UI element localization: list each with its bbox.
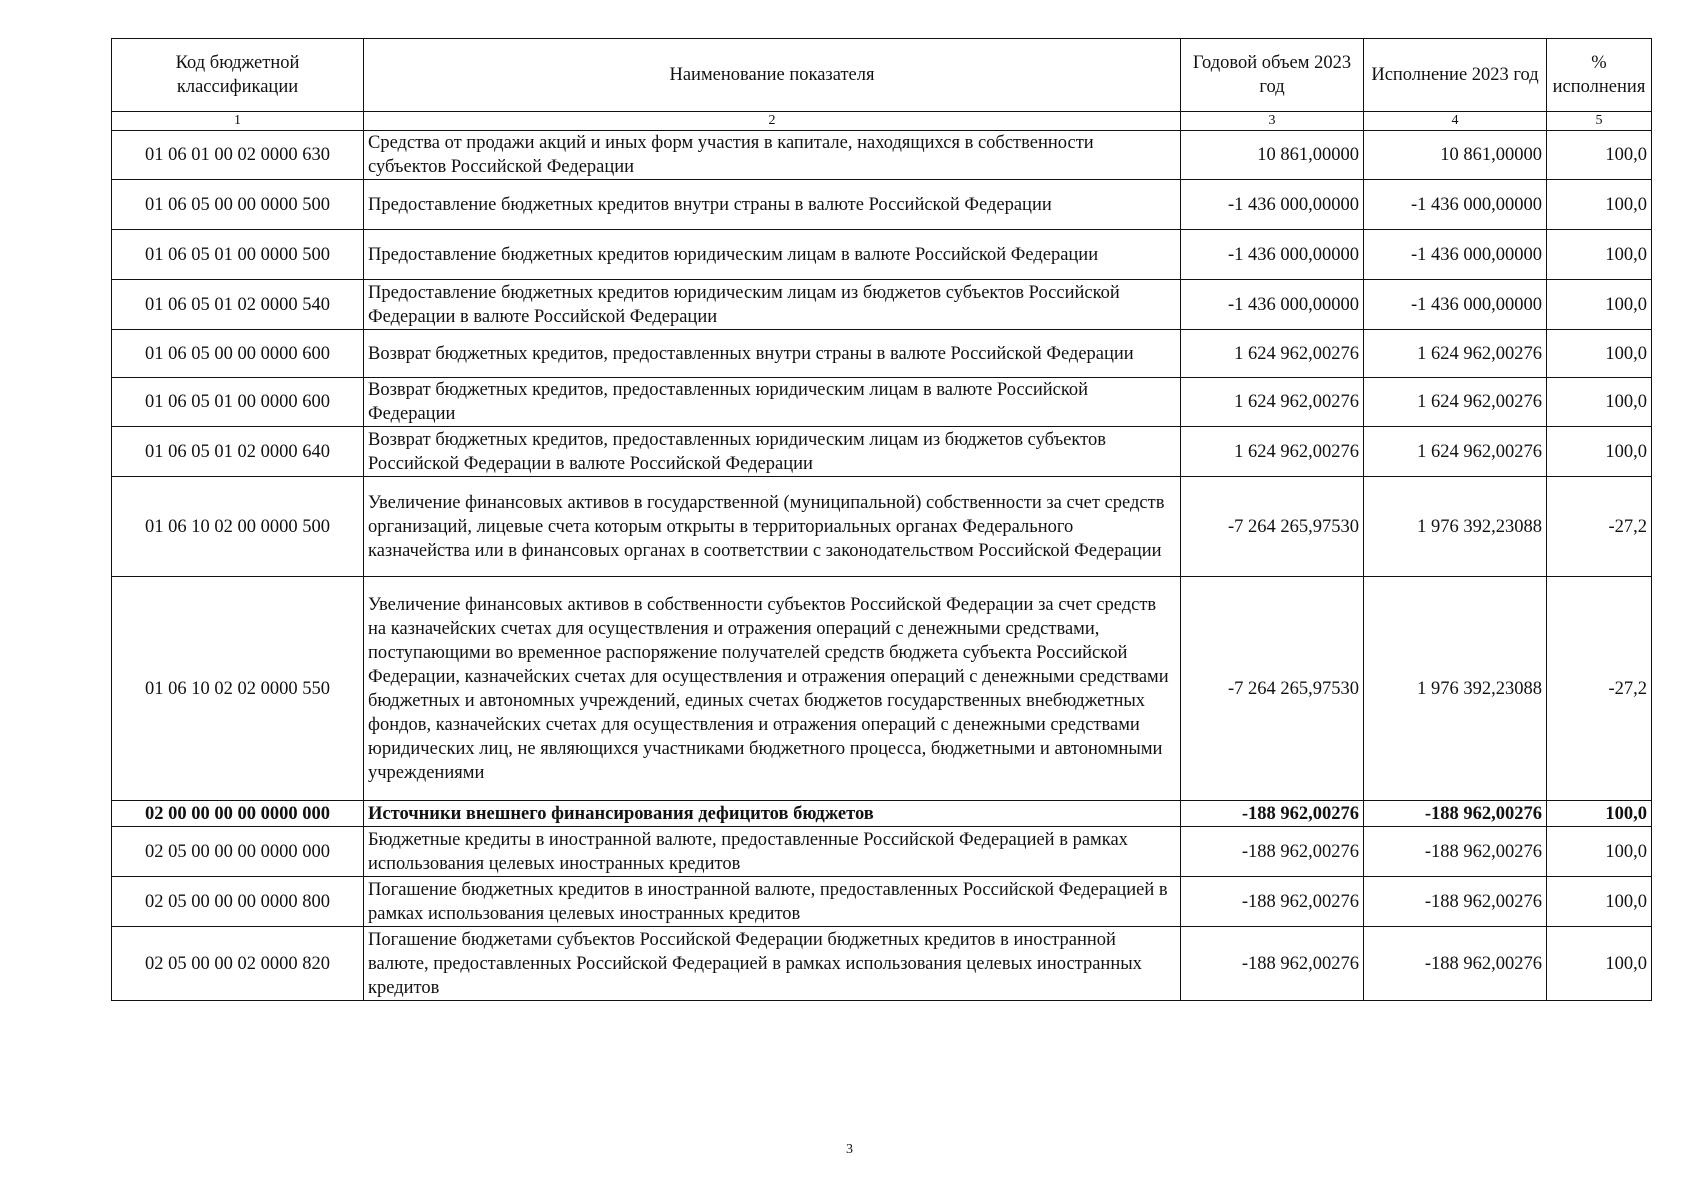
column-number: 2	[364, 112, 1181, 131]
cell-percent: 100,0	[1547, 877, 1652, 927]
table-row	[112, 427, 1652, 477]
cell-planned: 10 861,00000	[1181, 131, 1364, 180]
cell-actual: 1 624 962,00276	[1364, 330, 1547, 378]
cell-name: Погашение бюджетами субъектов Российской Федерации бюджетных кредитов в иностранной валюте, предоставленных Российской Федерацией в рамках использования целевых иностранных кредитов	[364, 927, 1181, 1001]
cell-actual: -1 436 000,00000	[1364, 180, 1547, 230]
cell-name: Бюджетные кредиты в иностранной валюте, предоставленные Российской Федерацией в рамках использования целевых иностранных кредитов	[364, 827, 1181, 877]
cell-name: Предоставление бюджетных кредитов юридическим лицам из бюджетов субъектов Российской Федерации в валюте Российской Федерации	[364, 280, 1181, 330]
cell-percent: 100,0	[1547, 230, 1652, 280]
cell-actual: 10 861,00000	[1364, 131, 1547, 180]
cell-actual: 1 976 392,23088	[1364, 577, 1547, 801]
cell-code: 01 06 05 01 02 0000 640	[112, 427, 364, 477]
cell-actual: -188 962,00276	[1364, 927, 1547, 1001]
cell-actual: -1 436 000,00000	[1364, 230, 1547, 280]
cell-percent: 100,0	[1547, 801, 1652, 827]
cell-name: Возврат бюджетных кредитов, предоставленных юридическим лицам из бюджетов субъектов Российской Федерации в валюте Российской Федерации	[364, 427, 1181, 477]
header-row	[112, 39, 1652, 112]
cell-actual: -188 962,00276	[1364, 877, 1547, 927]
cell-name: Увеличение финансовых активов в собственности субъектов Российской Федерации за счет средств на казначейских счетах для осуществления и отражения операций с денежными средствами, поступающими во временное распоряжение получателей средств бюджета субъекта Российской Федерации, казначейских счетах для осуществления и отражения операций с денежными средствами бюджетных и автономных учреждений, единых счетах бюджетов государственных внебюджетных фондов, казначейских счетах для осуществления и отражения операций с денежными средствами юридических лиц, не являющихся участниками бюджетного процесса, бюджетными и автономными учреждениями	[364, 577, 1181, 801]
header-actual: Исполнение 2023 год	[1364, 39, 1547, 112]
cell-planned: -188 962,00276	[1181, 927, 1364, 1001]
cell-name: Средства от продажи акций и иных форм участия в капитале, находящихся в собственности субъектов Российской Федерации	[364, 131, 1181, 180]
cell-actual: -1 436 000,00000	[1364, 280, 1547, 330]
table-body	[112, 131, 1652, 1001]
table-row	[112, 877, 1652, 927]
column-numbers-row	[112, 112, 1652, 131]
column-number: 4	[1364, 112, 1547, 131]
column-number: 5	[1547, 112, 1652, 131]
cell-code: 02 05 00 00 00 0000 000	[112, 827, 364, 877]
table-row-total	[112, 801, 1652, 827]
table-row	[112, 577, 1652, 801]
cell-planned: -1 436 000,00000	[1181, 180, 1364, 230]
cell-planned: -1 436 000,00000	[1181, 280, 1364, 330]
cell-code: 01 06 10 02 02 0000 550	[112, 577, 364, 801]
cell-percent: -27,2	[1547, 577, 1652, 801]
cell-name: Возврат бюджетных кредитов, предоставленных юридическим лицам в валюте Российской Федерации	[364, 378, 1181, 427]
cell-percent: 100,0	[1547, 280, 1652, 330]
cell-planned: -188 962,00276	[1181, 877, 1364, 927]
cell-code: 02 00 00 00 00 0000 000	[112, 801, 364, 827]
cell-planned: -188 962,00276	[1181, 801, 1364, 827]
cell-code: 01 06 01 00 02 0000 630	[112, 131, 364, 180]
column-number: 1	[112, 112, 364, 131]
cell-planned: -188 962,00276	[1181, 827, 1364, 877]
cell-percent: 100,0	[1547, 330, 1652, 378]
cell-code: 02 05 00 00 02 0000 820	[112, 927, 364, 1001]
cell-percent: 100,0	[1547, 131, 1652, 180]
cell-code: 01 06 05 00 00 0000 600	[112, 330, 364, 378]
cell-code: 01 06 05 00 00 0000 500	[112, 180, 364, 230]
cell-actual: 1 624 962,00276	[1364, 427, 1547, 477]
cell-planned: -7 264 265,97530	[1181, 577, 1364, 801]
cell-name: Погашение бюджетных кредитов в иностранной валюте, предоставленных Российской Федерацией в рамках использования целевых иностранных кредитов	[364, 877, 1181, 927]
cell-planned: 1 624 962,00276	[1181, 330, 1364, 378]
cell-percent: 100,0	[1547, 927, 1652, 1001]
cell-actual: -188 962,00276	[1364, 827, 1547, 877]
cell-code: 01 06 05 01 00 0000 500	[112, 230, 364, 280]
cell-planned: -1 436 000,00000	[1181, 230, 1364, 280]
table-row	[112, 280, 1652, 330]
cell-name: Источники внешнего финансирования дефицитов бюджетов	[364, 801, 1181, 827]
cell-actual: 1 624 962,00276	[1364, 378, 1547, 427]
cell-planned: -7 264 265,97530	[1181, 477, 1364, 577]
header-planned: Годовой объем 2023 год	[1181, 39, 1364, 112]
header-code: Код бюджетной классификации	[112, 39, 364, 112]
cell-percent: -27,2	[1547, 477, 1652, 577]
cell-name: Предоставление бюджетных кредитов юридическим лицам в валюте Российской Федерации	[364, 230, 1181, 280]
table-row	[112, 378, 1652, 427]
table-row	[112, 477, 1652, 577]
cell-code: 01 06 05 01 02 0000 540	[112, 280, 364, 330]
table-row	[112, 180, 1652, 230]
cell-code: 02 05 00 00 00 0000 800	[112, 877, 364, 927]
page-number: 3	[846, 1142, 853, 1157]
cell-percent: 100,0	[1547, 378, 1652, 427]
cell-percent: 100,0	[1547, 427, 1652, 477]
column-number: 3	[1181, 112, 1364, 131]
header-name: Наименование показателя	[364, 39, 1181, 112]
cell-code: 01 06 05 01 00 0000 600	[112, 378, 364, 427]
table-row	[112, 230, 1652, 280]
cell-planned: 1 624 962,00276	[1181, 378, 1364, 427]
budget-sources-table	[111, 38, 1652, 1001]
cell-name: Предоставление бюджетных кредитов внутри страны в валюте Российской Федерации	[364, 180, 1181, 230]
table-row	[112, 131, 1652, 180]
header-percent: % исполнения	[1547, 39, 1652, 112]
cell-name: Возврат бюджетных кредитов, предоставленных внутри страны в валюте Российской Федерации	[364, 330, 1181, 378]
cell-percent: 100,0	[1547, 827, 1652, 877]
cell-actual: 1 976 392,23088	[1364, 477, 1547, 577]
cell-code: 01 06 10 02 00 0000 500	[112, 477, 364, 577]
table-row	[112, 330, 1652, 378]
cell-name: Увеличение финансовых активов в государственной (муниципальной) собственности за счет средств организаций, лицевые счета которым открыты в территориальных органах Федерального казначейства или в финансовых органах в соответствии с законодательством Российской Федерации	[364, 477, 1181, 577]
cell-percent: 100,0	[1547, 180, 1652, 230]
cell-actual: -188 962,00276	[1364, 801, 1547, 827]
cell-planned: 1 624 962,00276	[1181, 427, 1364, 477]
table-row	[112, 827, 1652, 877]
table-row	[112, 927, 1652, 1001]
